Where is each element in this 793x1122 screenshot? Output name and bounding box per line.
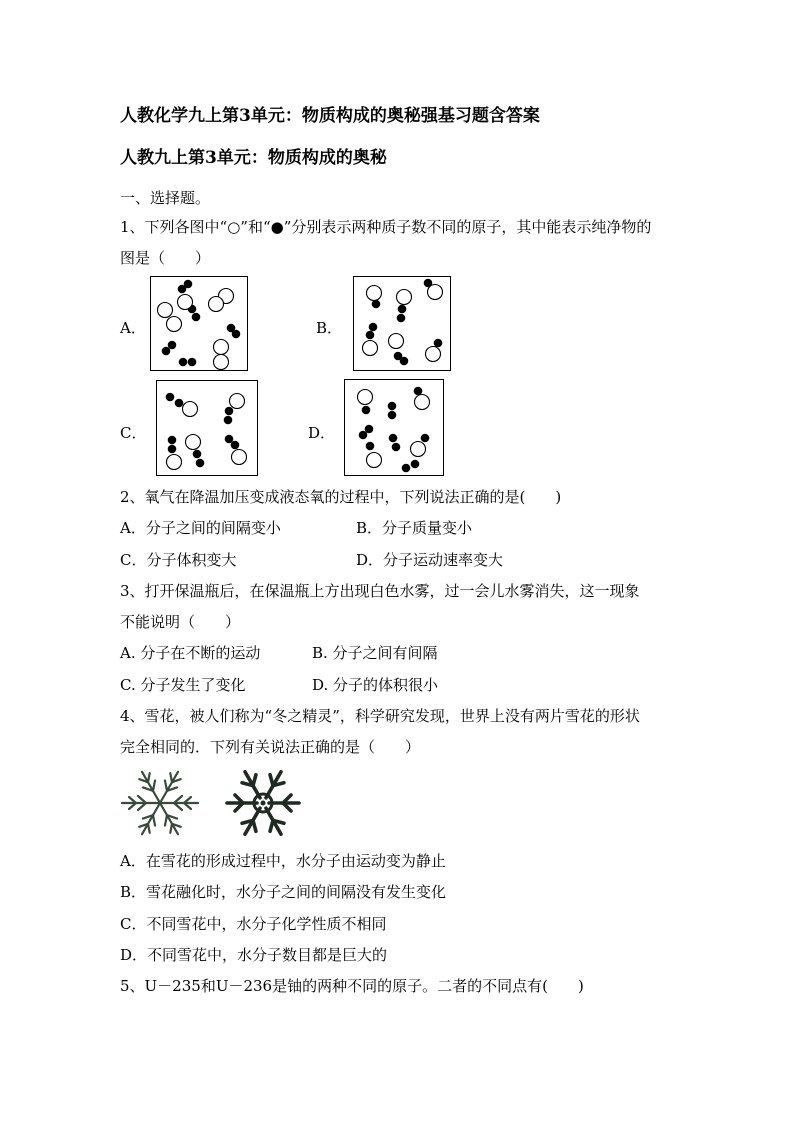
question-3-option-c: C. 分子发生了变化 [120,676,246,694]
question-1-stem-line2: 图是（ ） [120,249,211,267]
section-heading: 一、选择题。 [120,189,211,207]
question-4-option-b: B．雪花融化时，水分子之间的间隔没有发生变化 [120,883,447,901]
question-3-option-a: A. 分子在不断的运动 [120,644,261,662]
question-2-option-b: B．分子质量变小 [356,519,473,537]
question-3-option-d: D. 分子的体积很小 [312,676,439,694]
question-1-option-b-label: B． [316,319,343,337]
question-3-stem-line2: 不能说明（ ） [120,613,241,631]
question-1-diagram-a [150,276,248,371]
question-1-option-d-label: D． [308,424,336,442]
question-4-option-c: C．不同雪花中，水分子化学性质不相同 [120,915,387,933]
question-4-stem-line2: 完全相同的．下列有关说法正确的是（ ） [120,738,421,756]
question-1-diagram-c [156,380,258,476]
question-2-option-a: A．分子之间的间隔变小 [120,519,281,537]
question-4-option-a: A．在雪花的形成过程中，水分子由运动变为静止 [120,852,446,870]
question-4-option-d: D．不同雪花中，水分子数目都是巨大的 [120,946,388,964]
question-2-option-c: C．分子体积变大 [120,551,237,569]
question-1-option-c-label: C． [120,424,147,442]
snowflake-image-1 [120,767,200,843]
question-1-diagram-b [353,276,451,371]
question-5-stem: 5、U－235和U－236是铀的两种不同的原子。二者的不同点有( ) [120,977,584,995]
question-3-option-b: B. 分子之间有间隔 [312,644,438,662]
section-subtitle: 人教九上第3单元：物质构成的奥秘 [120,148,387,168]
question-4-stem-line1: 4、雪花，被人们称为“冬之精灵”，科学研究发现，世界上没有两片雪花的形状 [120,707,640,725]
question-1-stem-line1: 1、下列各图中“○”和“●”分别表示两种质子数不同的原子，其中能表示纯净物的 [120,218,652,236]
snowflake-image-2 [222,765,304,845]
question-1-diagram-d [344,379,444,476]
question-2-option-d: D．分子运动速率变大 [356,551,504,569]
question-3-stem-line1: 3、打开保温瓶后，在保温瓶上方出现白色水雾，过一会儿水雾消失，这一现象 [120,582,640,600]
document-title: 人教化学九上第3单元：物质构成的奥秘强基习题含答案 [120,106,540,126]
question-1-option-a-label: A． [120,319,146,337]
question-2-stem: 2、氧气在降温加压变成液态氧的过程中，下列说法正确的是( ) [120,488,562,506]
